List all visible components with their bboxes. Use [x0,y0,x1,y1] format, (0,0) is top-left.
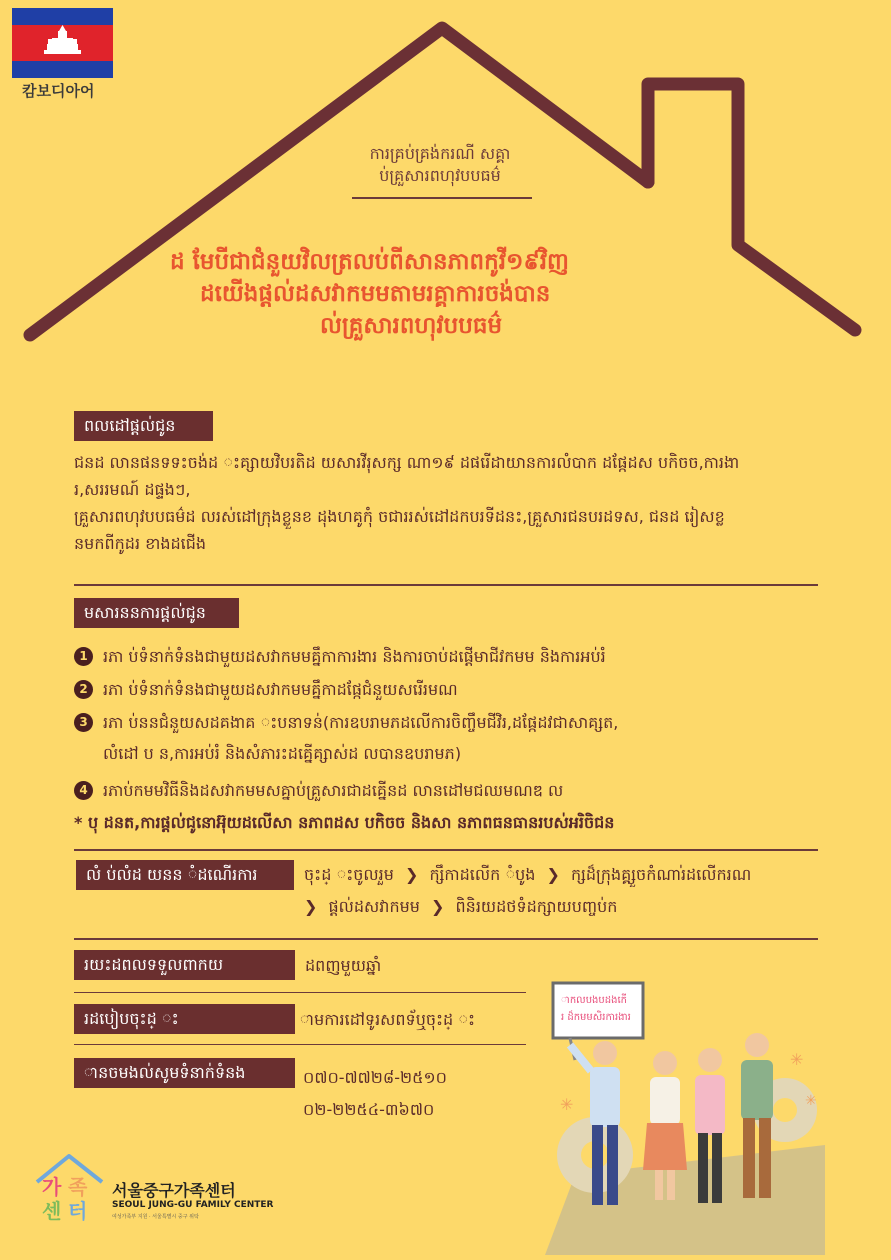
period-value: ដពញមួយឆ្នាំ [305,956,382,975]
list-item [74,643,834,670]
list-item-text: លំដៅ ប ន,ការអប់រំ និងសំភារះដគ្នើគ្សាស់ដ លបានឧបរាមភ) [103,744,462,763]
number-badge: 2 [74,680,93,699]
chevron-right-icon: ❯ [431,897,445,916]
signup-value: ាមការដៅទូរសពទ័ឬចុះដ្ ះ [300,1010,476,1029]
subtitle-line-2: ប់គ្រួសារពហុវបបធម៌ [379,166,501,185]
process-step: ចុះដ្ ះចូលរួម [304,865,394,884]
services-label: មសារននការផ្តល់ជូន [74,598,239,628]
divider [74,938,818,940]
process-label: លំ ប់លំដ យនន ំដណើរការ [76,860,294,890]
headline-line-1: ដ មែបីជាជំនួយវិលត្រលប់ពីសានភាពកូវី១៩វិញ [170,249,569,275]
headline-line-2: ដយើងផ្តល់ដសវាកមមតាមរគ្គាការចង់បាន [200,281,551,307]
logo-tagline: 여성가족부 지원 · 서울특별시 중구 위탁 [112,1214,199,1220]
list-item [74,676,834,703]
target-label: ពលដៅផ្តល់ជូន [74,411,213,441]
people-illustration [535,975,825,1255]
svg-text:터: 터 [68,1199,88,1223]
sign-text-line-2: រ ដ៏កមមសិរការងារ [561,1012,631,1023]
logo-name-ko: 서울중구가족센터 [112,1181,236,1200]
process-step: ក្សឹកាដលើក ំបូង [429,865,536,884]
svg-text:족: 족 [68,1175,88,1199]
divider [74,1044,526,1045]
phone-number: ០២-២២៥៤-៣៦៧០ [303,1100,435,1119]
phone-number: ០៧០-៧៧២៨-២៥១០ [303,1068,447,1087]
number-badge: 4 [74,781,93,800]
contact-label: ានចមងល់សូមទំនាក់ទំនង [74,1058,295,1088]
list-item-text: រភា ប់ទំនាក់ទំនងជាមួយដសវាកមមគ្នឹកាដផ្កែជំនួយសរើរមណ [103,680,458,699]
signup-label: រដបៀបចុះដ្ ះ [74,1004,295,1034]
list-item-text: រភាប់កមមវិធីនិងដសវាកមមសគ្នាប់គ្រួសារជាដគ្នើនដ លានដៅមជឈមណឌ ល [103,781,564,800]
list-item-text: រភា ប់ទំនាក់ទំនងជាមួយដសវាកមមគ្នឹកាការងារ និងការចាប់ដផ្តើមាជីវកមម និងការអប់រំ [103,647,606,666]
target-line-4: នមកពីកូដរ ខាងដជើង [74,534,207,553]
period-label: រយះដពលទទួលពាកយ [74,950,295,980]
subtitle-line-1: ការគ្រប់គ្រង់ករណី សគ្គា [369,144,511,163]
divider [74,584,818,586]
list-item [74,709,834,736]
program-subtitle [340,143,540,187]
subtitle-underline [352,197,532,199]
target-description [74,449,844,557]
sign-text-line-1: ាកលបងបដងកើ [561,995,627,1006]
target-line-1: ជនដ លានផនទទះចង់ដ ះគ្សាយវិបរតិដ យសារវីរុសក្ស ណា១៩ ដផរើដាយានការលំបាក ដផ្កែដស បកិចច,ការងា [74,453,740,472]
svg-text:센: 센 [42,1199,62,1223]
process-step: ពិនិរយដថទំដក្សាយបញ្ចប់ក [455,897,618,916]
process-step: ក្សដ៏ក្រុងគ្គ្សួចកំណារ់ដលើករណ [570,865,752,884]
svg-text:✳: ✳ [560,1095,574,1114]
house-logo-icon [32,1150,107,1225]
svg-text:✳: ✳ [805,1093,817,1109]
chevron-right-icon: ❯ [304,897,318,916]
number-badge: 3 [74,713,93,732]
number-badge: 1 [74,647,93,666]
list-item-text: រភា ប់ននជំនួយសដគងាគ ះបនាទន់(ការឧបរាមភដលើការចិញ្ចឹមជីវិរ,ដផ្កែដវជាសាគ្សត, [103,713,619,732]
family-center-logo [32,1150,292,1225]
target-line-2: រ,សររមណ៍ ដផ្ទងៗ, [74,480,191,499]
main-headline [170,246,730,342]
divider [74,992,526,993]
process-step: ផ្តល់ដសវាកមម [328,897,420,916]
services-note: * បុ ដនត,ការផ្តល់ជូនោអ៊ុយដលើសា នភាពដស បកិចច និងសា នភាពធនធានរបស់អរិចិជន [74,813,615,832]
logo-name-en: SEOUL JUNG-GU FAMILY CENTER [112,1200,274,1210]
headline-line-3: ល់គ្រួសារពហុវបបធម៌ [320,313,503,339]
country-label: 캄보디아어 [22,82,95,100]
list-item [74,777,834,804]
process-steps [304,859,824,923]
chevron-right-icon: ❯ [546,865,560,884]
contact-phones [303,1062,447,1126]
list-item-continued [74,740,834,767]
target-line-3: គ្រួសារពហុវបបធម៌ដ លរស់ដៅក្រុងខ្លួនខ ដុងហគូកុំ ចជាររស់ដៅដកបរទីដនះ,គ្រួសារជនបរដទស, ជនដ រៀសខ្ល [74,507,725,526]
divider [74,849,818,851]
svg-text:✳: ✳ [790,1050,804,1069]
services-list [74,643,834,836]
svg-text:가: 가 [42,1175,62,1199]
chevron-right-icon: ❯ [404,865,419,884]
